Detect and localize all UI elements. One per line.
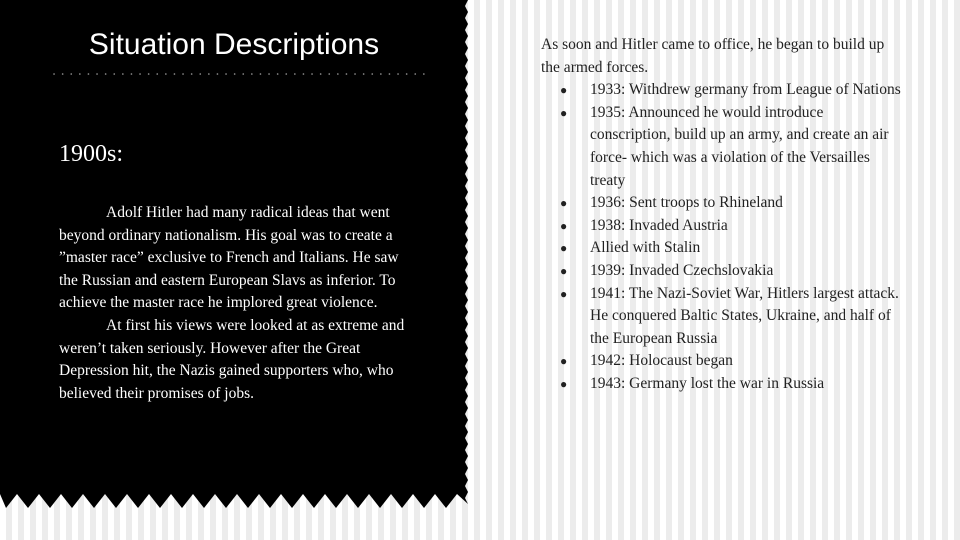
- bullet-icon: ●: [560, 376, 568, 391]
- bullet-icon: ●: [560, 263, 568, 278]
- list-item-text: 1938: Invaded Austria: [590, 216, 728, 234]
- list-item-text: 1936: Sent troops to Rhineland: [590, 194, 783, 212]
- list-item-text: 1941: The Nazi-Soviet War, Hitlers largest attack. He conquered Baltic States, Ukraine, and half of the European Russia: [590, 284, 899, 347]
- bullet-icon: ●: [560, 105, 568, 120]
- dotted-divider: [52, 70, 432, 78]
- list-item-text: 1939: Invaded Czechslovakia: [590, 261, 774, 279]
- list-item: [541, 260, 901, 283]
- left-body-text: [59, 202, 419, 405]
- list-item: [541, 283, 901, 351]
- left-black-panel: [0, 0, 468, 540]
- bullet-icon: ●: [560, 218, 568, 233]
- paragraph: Adolf Hitler had many radical ideas that went beyond ordinary nationalism. His goal was to create a ”master race” exclusive to French and Italians. He saw the Russian and eastern European Slavs as inferior. To achieve the master race he implored great violence.: [59, 204, 399, 312]
- right-text-panel: [541, 34, 901, 396]
- timeline-list: [541, 79, 901, 395]
- list-item: [541, 215, 901, 238]
- paragraph: At first his views were looked at as extreme and weren’t taken seriously. However after the Great Depression hit, the Nazis gained supporters who, who believed their promises of jobs.: [59, 316, 405, 402]
- list-item-text: 1943: Germany lost the war in Russia: [590, 374, 825, 392]
- bullet-icon: ●: [560, 241, 568, 256]
- list-item: [541, 373, 901, 396]
- era-subheading: 1900s:: [59, 141, 124, 167]
- list-item: [541, 102, 901, 192]
- list-item-text: 1942: Holocaust began: [590, 352, 733, 370]
- list-item: [541, 79, 901, 102]
- list-item-text: 1933: Withdrew germany from League of Nations: [590, 81, 901, 99]
- list-item-text: Allied with Stalin: [590, 239, 701, 257]
- bullet-icon: ●: [560, 83, 568, 98]
- list-item: [541, 192, 901, 215]
- bullet-icon: ●: [560, 196, 568, 211]
- bullet-icon: ●: [560, 286, 568, 301]
- bullet-icon: ●: [560, 354, 568, 369]
- list-item: [541, 350, 901, 373]
- intro-text: As soon and Hitler came to office, he began to build up the armed forces.: [541, 36, 885, 76]
- list-item: [541, 237, 901, 260]
- slide-title: Situation Descriptions: [88, 28, 380, 61]
- list-item-text: 1935: Announced he would introduce conscription, build up an army, and create an air force- which was a violation of the Versailles treaty: [590, 103, 889, 189]
